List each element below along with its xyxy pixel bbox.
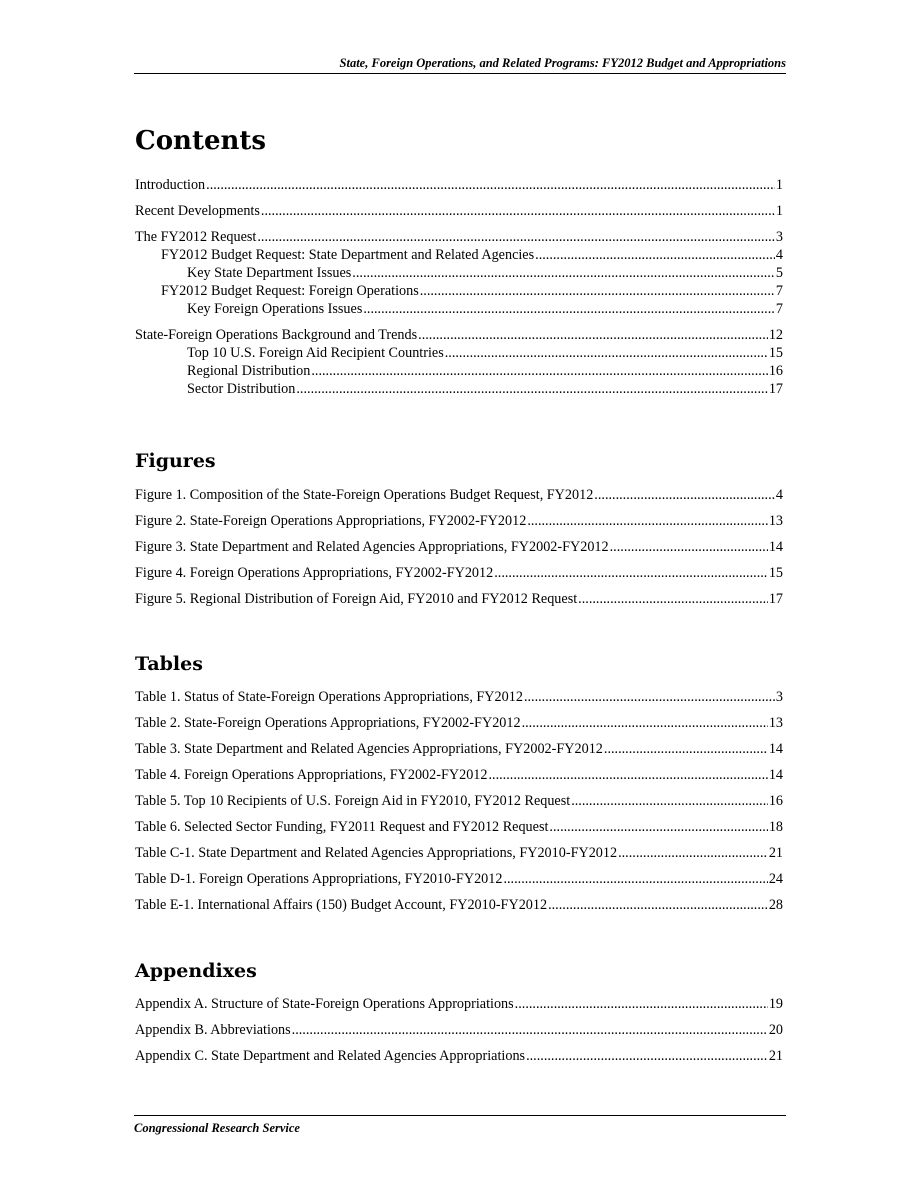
- tables-entry[interactable]: [135, 896, 783, 914]
- tables-entry-label: Table 2. State-Foreign Operations Appropriations, FY2002-FY2012: [135, 715, 521, 731]
- tables-entry-label: Table 6. Selected Sector Funding, FY2011 Request and FY2012 Request: [135, 819, 549, 835]
- contents-entry-page: 7: [775, 301, 783, 317]
- appendixes-entry-page: 19: [768, 996, 783, 1012]
- figures-entry[interactable]: [135, 486, 783, 504]
- appendixes-entry-label: Appendix C. State Department and Related Agencies Appropriations: [135, 1048, 526, 1064]
- running-header-title: State, Foreign Operations, and Related Programs: FY2012 Budget and Appropriations: [339, 56, 786, 70]
- dot-leader: [418, 326, 768, 344]
- tables-entry-label: Table 4. Foreign Operations Appropriations, FY2002-FY2012: [135, 767, 488, 783]
- figures-entry-page: 4: [775, 487, 783, 503]
- contents-entry[interactable]: [135, 326, 783, 344]
- tables-entry-label: Table E-1. International Affairs (150) Budget Account, FY2010-FY2012: [135, 897, 548, 913]
- tables-entry-page: 28: [768, 897, 783, 913]
- dot-leader: [296, 380, 767, 398]
- dot-leader: [594, 486, 775, 504]
- tables-entry-page: 24: [768, 871, 783, 887]
- dot-leader: [515, 995, 768, 1013]
- tables-entry-label: Table D-1. Foreign Operations Appropriations, FY2010-FY2012: [135, 871, 503, 887]
- dot-leader: [526, 1047, 768, 1065]
- running-header: [134, 56, 786, 74]
- dot-leader: [352, 264, 775, 282]
- tables-entry[interactable]: [135, 740, 783, 758]
- figures-entry-label: Figure 1. Composition of the State-Foreign Operations Budget Request, FY2012: [135, 487, 594, 503]
- appendixes-entry-label: Appendix B. Abbreviations: [135, 1022, 291, 1038]
- contents-entry-label: Introduction: [135, 177, 206, 193]
- contents-entry-label: The FY2012 Request: [135, 229, 257, 245]
- figures-entry-page: 15: [768, 565, 783, 581]
- figures-entry[interactable]: [135, 512, 783, 530]
- appendixes-entry[interactable]: [135, 1047, 783, 1065]
- tables-entry-page: 14: [768, 767, 783, 783]
- dot-leader: [524, 688, 775, 706]
- contents-entry-page: 16: [768, 363, 783, 379]
- dot-leader: [292, 1021, 768, 1039]
- contents-entry-page: 1: [775, 203, 783, 219]
- dot-leader: [261, 202, 775, 220]
- tables-entry-page: 21: [768, 845, 783, 861]
- tables-entry-label: Table C-1. State Department and Related Agencies Appropriations, FY2010-FY2012: [135, 845, 618, 861]
- contents-entry[interactable]: [135, 380, 783, 398]
- contents-entry-label: Key State Department Issues: [187, 265, 352, 281]
- contents-entry-label: Recent Developments: [135, 203, 260, 219]
- contents-entry[interactable]: [135, 246, 783, 264]
- appendixes-entry-page: 20: [768, 1022, 783, 1038]
- dot-leader: [503, 870, 767, 888]
- figures-entry-page: 13: [768, 513, 783, 529]
- contents-entry[interactable]: [135, 176, 783, 194]
- figures-entry-page: 14: [768, 539, 783, 555]
- contents-entry[interactable]: [135, 264, 783, 282]
- figures-heading: Figures: [135, 450, 216, 472]
- page-footer: [134, 1115, 786, 1136]
- contents-entry[interactable]: [135, 300, 783, 318]
- dot-leader: [488, 766, 767, 784]
- tables-entry-page: 3: [775, 689, 783, 705]
- dot-leader: [206, 176, 775, 194]
- contents-entry-page: 5: [775, 265, 783, 281]
- contents-entry[interactable]: [135, 282, 783, 300]
- tables-entry[interactable]: [135, 818, 783, 836]
- contents-entry-label: Top 10 U.S. Foreign Aid Recipient Countries: [187, 345, 444, 361]
- dot-leader: [257, 228, 775, 246]
- tables-entry[interactable]: [135, 688, 783, 706]
- tables-entry-page: 16: [768, 793, 783, 809]
- appendixes-heading: Appendixes: [135, 960, 257, 982]
- tables-entry-label: Table 1. Status of State-Foreign Operations Appropriations, FY2012: [135, 689, 523, 705]
- appendixes-entry-page: 21: [768, 1048, 783, 1064]
- footer-text: Congressional Research Service: [134, 1121, 300, 1135]
- figures-entry-label: Figure 4. Foreign Operations Appropriations, FY2002-FY2012: [135, 565, 494, 581]
- contents-entry-label: Regional Distribution: [187, 363, 311, 379]
- figures-entry[interactable]: [135, 590, 783, 608]
- contents-entry-page: 1: [775, 177, 783, 193]
- appendixes-list: [135, 995, 783, 1065]
- tables-entry[interactable]: [135, 792, 783, 810]
- appendixes-entry[interactable]: [135, 995, 783, 1013]
- contents-entry-label: Sector Distribution: [187, 381, 296, 397]
- contents-entry[interactable]: [135, 344, 783, 362]
- dot-leader: [420, 282, 775, 300]
- figures-entry[interactable]: [135, 564, 783, 582]
- dot-leader: [610, 538, 768, 556]
- contents-entry[interactable]: [135, 202, 783, 220]
- dot-leader: [535, 246, 775, 264]
- dot-leader: [618, 844, 768, 862]
- tables-entry[interactable]: [135, 844, 783, 862]
- dot-leader: [548, 896, 768, 914]
- dot-leader: [571, 792, 768, 810]
- dot-leader: [311, 362, 767, 380]
- appendixes-entry-label: Appendix A. Structure of State-Foreign Operations Appropriations: [135, 996, 514, 1012]
- tables-list: [135, 688, 783, 914]
- contents-heading: Contents: [135, 126, 267, 156]
- contents-entry-label: FY2012 Budget Request: Foreign Operations: [161, 283, 419, 299]
- tables-entry[interactable]: [135, 714, 783, 732]
- contents-entry[interactable]: [135, 362, 783, 380]
- tables-entry-label: Table 3. State Department and Related Agencies Appropriations, FY2002-FY2012: [135, 741, 603, 757]
- contents-entry-page: 17: [768, 381, 783, 397]
- contents-entry-page: 15: [768, 345, 783, 361]
- tables-entry-page: 14: [768, 741, 783, 757]
- figures-entry[interactable]: [135, 538, 783, 556]
- contents-entry-label: Key Foreign Operations Issues: [187, 301, 363, 317]
- contents-entry-page: 3: [775, 229, 783, 245]
- dot-leader: [522, 714, 768, 732]
- figures-entry-page: 17: [768, 591, 783, 607]
- dot-leader: [494, 564, 768, 582]
- contents-entry-label: FY2012 Budget Request: State Department and Related Agencies: [161, 247, 535, 263]
- contents-list: [135, 176, 783, 398]
- tables-entry[interactable]: [135, 870, 783, 888]
- dot-leader: [527, 512, 768, 530]
- contents-entry-page: 12: [768, 327, 783, 343]
- tables-entry-page: 13: [768, 715, 783, 731]
- figures-entry-label: Figure 3. State Department and Related Agencies Appropriations, FY2002-FY2012: [135, 539, 609, 555]
- contents-entry-page: 7: [775, 283, 783, 299]
- figures-entry-label: Figure 2. State-Foreign Operations Appropriations, FY2002-FY2012: [135, 513, 527, 529]
- contents-entry[interactable]: [135, 228, 783, 246]
- contents-entry-page: 4: [775, 247, 783, 263]
- dot-leader: [549, 818, 767, 836]
- dot-leader: [578, 590, 768, 608]
- contents-entry-label: State-Foreign Operations Background and Trends: [135, 327, 418, 343]
- tables-entry-label: Table 5. Top 10 Recipients of U.S. Foreign Aid in FY2010, FY2012 Request: [135, 793, 571, 809]
- figures-entry-label: Figure 5. Regional Distribution of Foreign Aid, FY2010 and FY2012 Request: [135, 591, 578, 607]
- tables-heading: Tables: [135, 653, 203, 675]
- dot-leader: [363, 300, 775, 318]
- tables-entry[interactable]: [135, 766, 783, 784]
- dot-leader: [604, 740, 768, 758]
- appendixes-entry[interactable]: [135, 1021, 783, 1039]
- dot-leader: [445, 344, 768, 362]
- tables-entry-page: 18: [768, 819, 783, 835]
- figures-list: [135, 486, 783, 608]
